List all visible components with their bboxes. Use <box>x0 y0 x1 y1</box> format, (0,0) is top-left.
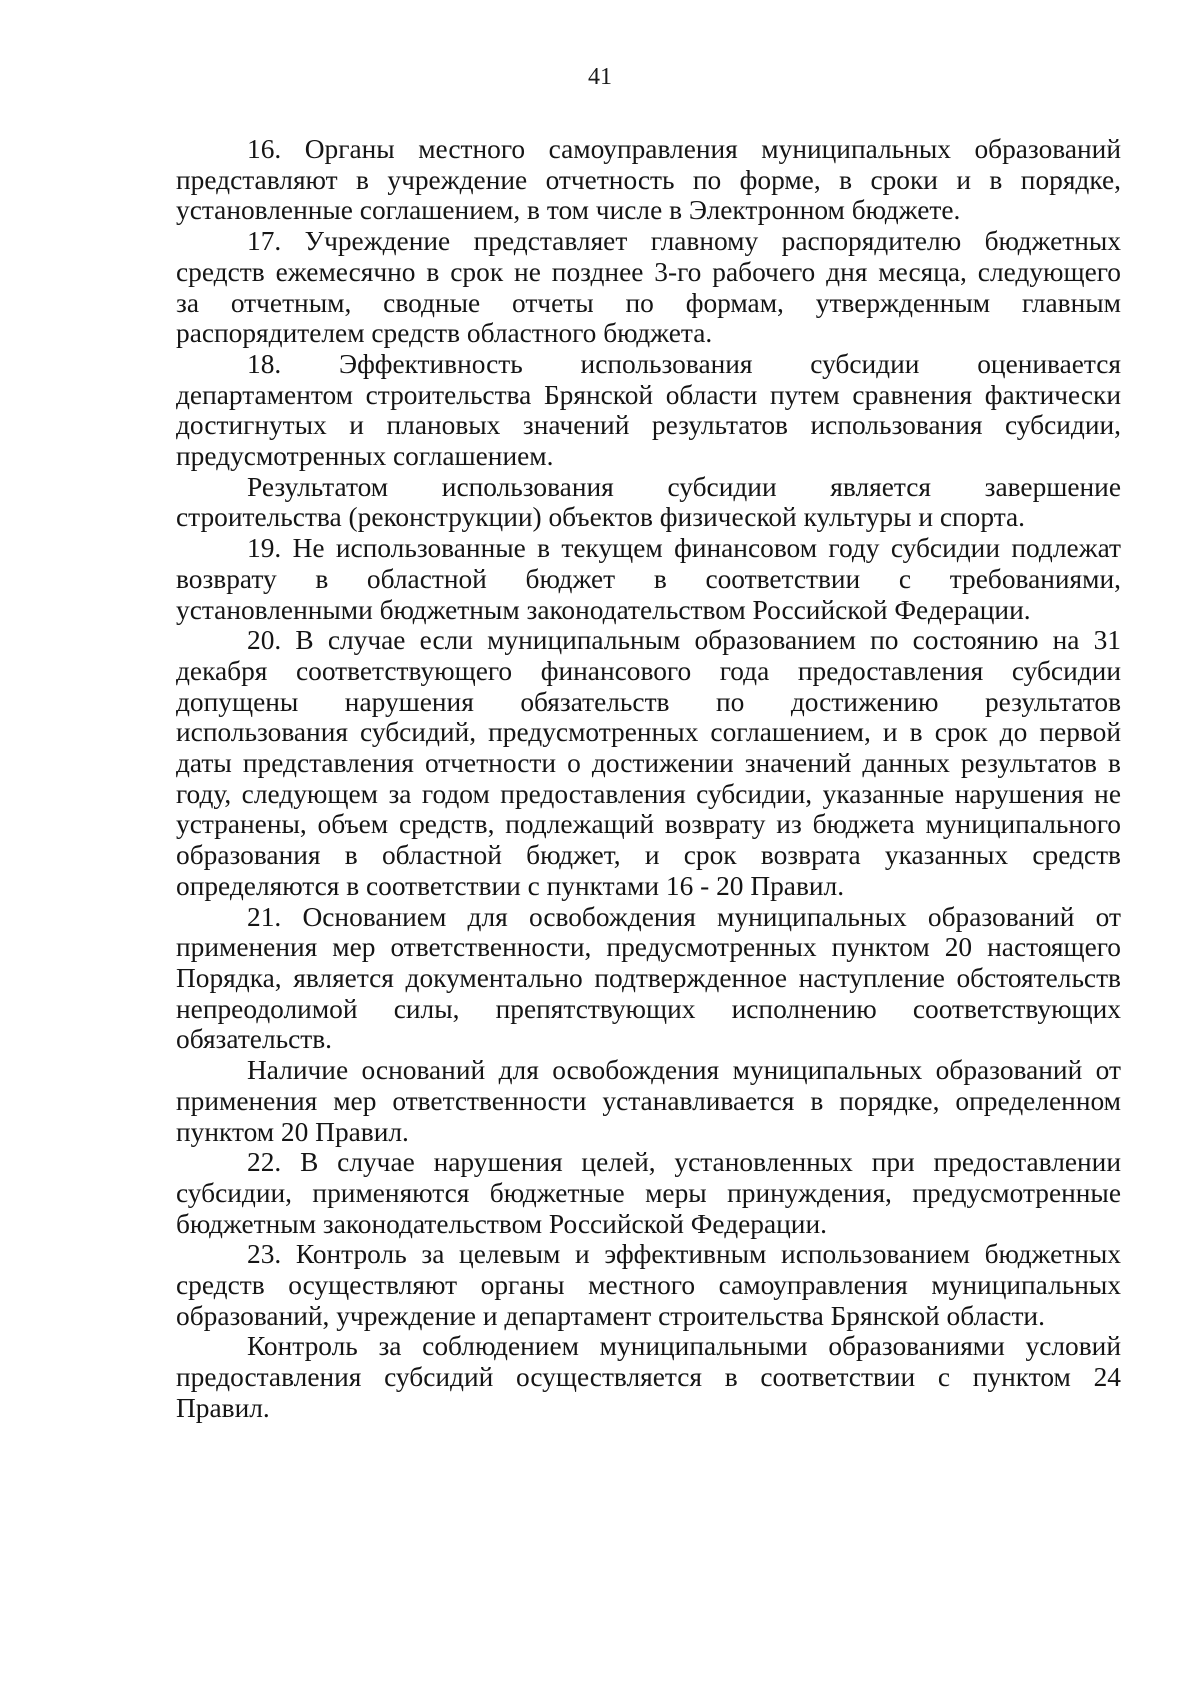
text-line: средств ежемесячно в срок не позднее 3-го рабочего дня месяца, следующего <box>176 256 1121 287</box>
text-line: применения мер ответственности, предусмотренных пунктом 20 настоящего <box>176 932 1121 963</box>
text-line: обязательств. <box>176 1024 333 1055</box>
text-line: предусмотренных соглашением. <box>176 441 554 472</box>
text-line: возврату в областной бюджет в соответствии с требованиями, <box>176 563 1121 594</box>
text-line: применения мер ответственности устанавливается в порядке, определенном <box>176 1085 1121 1116</box>
text-line: образования в областной бюджет, и срок возврата указанных средств <box>176 840 1121 871</box>
text-line: предоставления субсидий осуществляется в соответствии с пунктом 24 <box>176 1362 1121 1393</box>
text-line: достигнутых и плановых значений результатов использования субсидии, <box>176 410 1121 441</box>
text-line: распорядителем средств областного бюджета. <box>176 318 713 349</box>
paragraph <box>176 625 1121 901</box>
paragraph <box>176 472 1121 533</box>
paragraph <box>176 1147 1121 1239</box>
text-line: образований, учреждение и департамент строительства Брянской области. <box>176 1300 1045 1331</box>
text-line: 22. В случае нарушения целей, установленных при предоставлении <box>247 1147 1121 1178</box>
text-line: установленными бюджетным законодательством Российской Федерации. <box>176 594 1031 625</box>
text-line: году, следующем за годом предоставления субсидии, указанные нарушения не <box>176 778 1121 809</box>
text-line: Контроль за соблюдением муниципальными образованиями условий <box>247 1331 1121 1362</box>
paragraph <box>176 349 1121 472</box>
text-line: даты представления отчетности о достижении значений данных результатов в <box>176 748 1121 779</box>
text-line: 21. Основанием для освобождения муниципальных образований от <box>247 901 1121 932</box>
text-line: допущены нарушения обязательств по достижению результатов <box>176 686 1121 717</box>
text-line: строительства (реконструкции) объектов физической культуры и спорта. <box>176 502 1026 533</box>
text-line: непреодолимой силы, препятствующих исполнению соответствующих <box>176 993 1121 1024</box>
paragraph <box>176 902 1121 1056</box>
paragraph <box>176 226 1121 349</box>
text-line: 17. Учреждение представляет главному распорядителю бюджетных <box>247 226 1121 257</box>
text-line: Результатом использования субсидии является завершение <box>247 471 1121 502</box>
paragraph <box>176 1331 1121 1423</box>
text-line: 18. Эффективность использования субсидии оценивается <box>247 348 1121 379</box>
document-body <box>176 134 1121 1424</box>
text-line: 23. Контроль за целевым и эффективным использованием бюджетных <box>247 1239 1121 1270</box>
text-line: Порядка, является документально подтвержденное наступление обстоятельств <box>176 962 1121 993</box>
paragraph <box>176 1239 1121 1331</box>
text-line: субсидии, применяются бюджетные меры принуждения, предусмотренные <box>176 1177 1121 1208</box>
text-line: 16. Органы местного самоуправления муниципальных образований <box>247 134 1121 164</box>
text-line: за отчетным, сводные отчеты по формам, утвержденным главным <box>176 287 1121 318</box>
text-line: определяются в соответствии с пунктами 16 - 20 Правил. <box>176 870 845 901</box>
paragraph <box>176 134 1121 226</box>
text-line: представляют в учреждение отчетность по форме, в сроки и в порядке, <box>176 164 1121 195</box>
text-line: 20. В случае если муниципальным образованием по состоянию на 31 <box>247 625 1121 656</box>
text-line: Наличие оснований для освобождения муниципальных образований от <box>247 1055 1121 1086</box>
text-line: Правил. <box>176 1392 270 1423</box>
paragraph <box>176 533 1121 625</box>
text-line: бюджетным законодательством Российской Федерации. <box>176 1208 827 1239</box>
text-line: декабря соответствующего финансового года предоставления субсидии <box>176 655 1121 686</box>
page-number: 41 <box>588 64 612 90</box>
text-line: использования субсидий, предусмотренных соглашением, и в срок до первой <box>176 717 1121 748</box>
text-line: пунктом 20 Правил. <box>176 1116 409 1147</box>
paragraph <box>176 1055 1121 1147</box>
text-line: устранены, объем средств, подлежащий возврату из бюджета муниципального <box>176 809 1121 840</box>
text-line: 19. Не использованные в текущем финансовом году субсидии подлежат <box>247 533 1121 564</box>
text-line: средств осуществляют органы местного самоуправления муниципальных <box>176 1270 1121 1301</box>
text-line: департаментом строительства Брянской области путем сравнения фактически <box>176 379 1121 410</box>
text-line: установленные соглашением, в том числе в Электронном бюджете. <box>176 195 961 226</box>
